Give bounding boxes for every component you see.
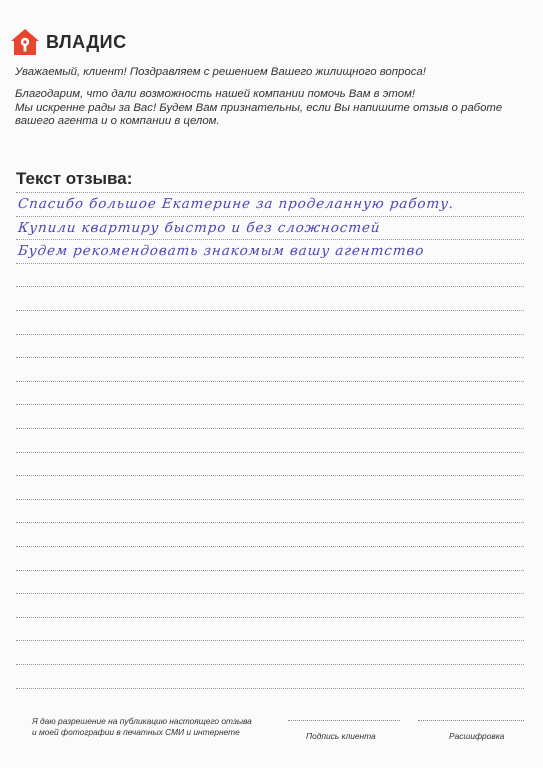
writing-line <box>16 688 524 689</box>
decoding-label: Расшифровка <box>449 731 505 741</box>
writing-line <box>16 428 524 429</box>
thanks-line: Мы искренне рады за Вас! Будем Вам признательны, если Вы напишите отзыв о работе <box>15 101 503 114</box>
handwritten-line: Купили квартиру быстро и без сложностей <box>17 220 382 236</box>
writing-line <box>16 286 524 287</box>
writing-line <box>16 570 524 571</box>
signature-line <box>288 720 400 721</box>
publication-consent <box>32 716 252 738</box>
writing-line <box>16 593 524 594</box>
writing-line <box>16 263 524 264</box>
writing-line <box>16 239 524 240</box>
consent-line: и моей фотографии в печатных СМИ и интернете <box>32 727 240 737</box>
writing-line <box>16 381 524 382</box>
writing-line <box>16 499 524 500</box>
writing-line <box>16 310 524 311</box>
writing-line <box>16 475 524 476</box>
thanks-line: Благодарим, что дали возможность нашей компании помочь Вам в этом! <box>15 88 416 100</box>
handwritten-line: Спасибо большое Екатерине за проделанную работу. <box>17 196 455 212</box>
writing-line <box>16 640 524 641</box>
writing-line <box>16 452 524 453</box>
review-heading: Текст отзыва: <box>16 169 133 188</box>
writing-line <box>16 404 524 405</box>
writing-line <box>16 617 524 618</box>
brand-name: ВЛАДИС <box>46 31 127 52</box>
signature-label: Подпись клиента <box>306 731 376 741</box>
writing-line <box>16 334 524 335</box>
writing-line <box>16 664 524 665</box>
writing-line <box>16 192 524 193</box>
decoding-line <box>418 720 524 721</box>
writing-line <box>16 216 524 217</box>
greeting-text: Уважаемый, клиент! Поздравляем с решением Вашего жилищного вопроса! <box>15 66 426 78</box>
thanks-line: вашего агента и о компании в целом. <box>15 115 220 128</box>
consent-line: Я даю разрешение на публикацию настоящего отзыва <box>32 716 252 726</box>
review-lined-area <box>16 0 524 768</box>
writing-line <box>16 546 524 547</box>
handwritten-line: Будем рекомендовать знакомым вашу агентство <box>17 243 426 259</box>
writing-line <box>16 522 524 523</box>
writing-line <box>16 357 524 358</box>
